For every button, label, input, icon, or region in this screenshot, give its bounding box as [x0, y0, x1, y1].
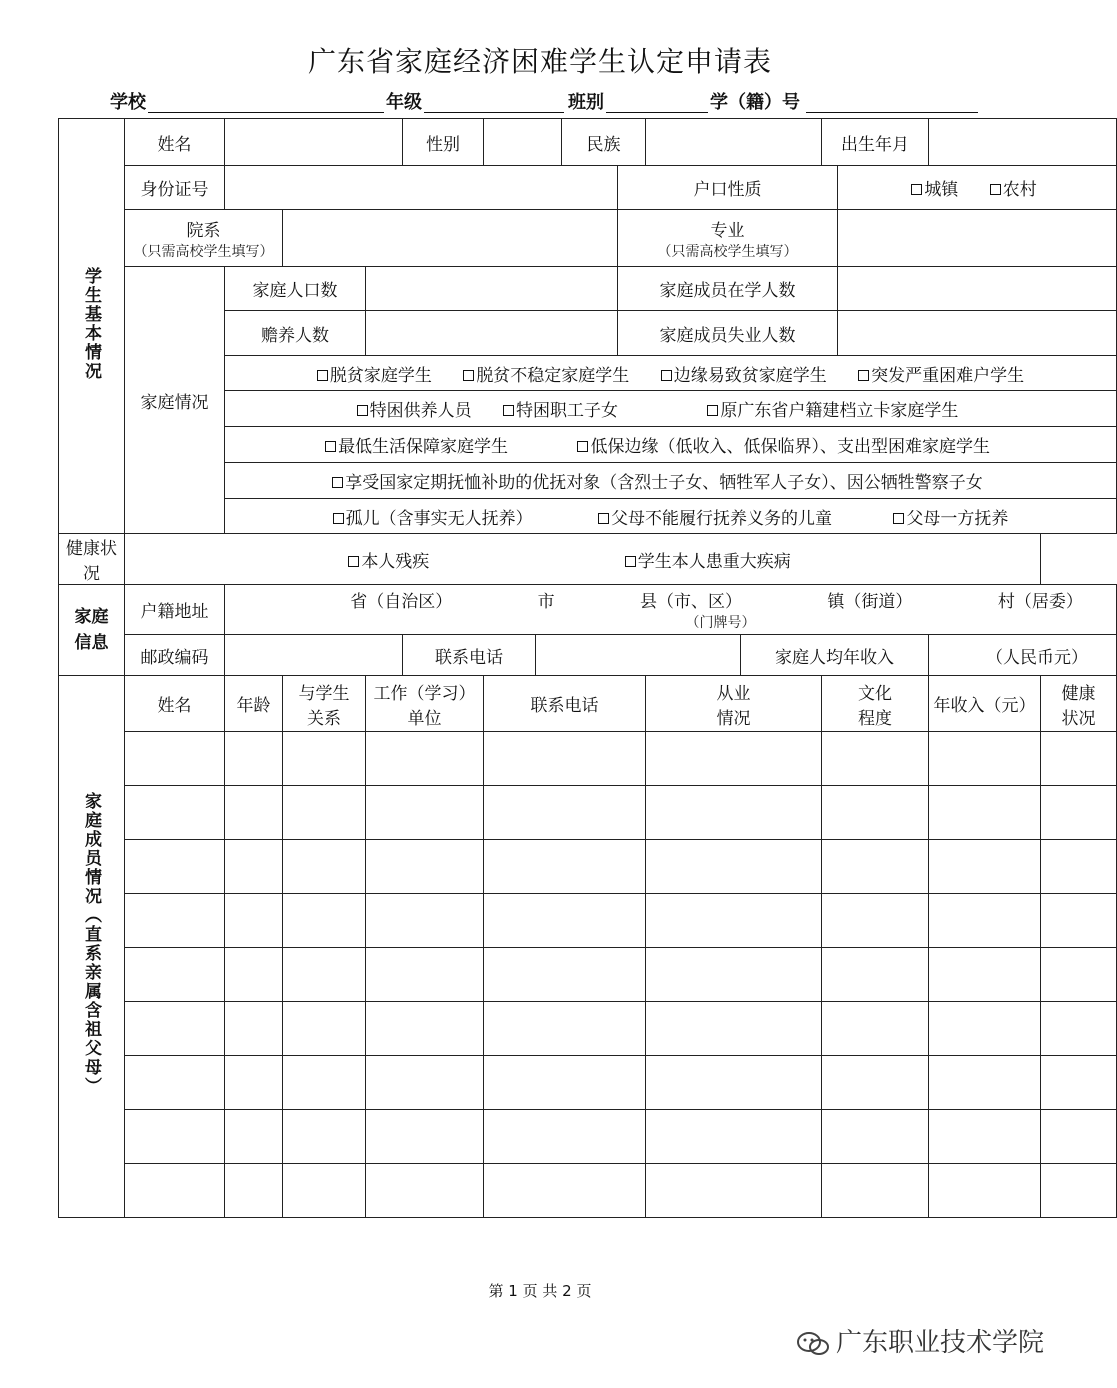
name-label: 姓名 — [125, 119, 225, 166]
member-cell[interactable] — [283, 894, 366, 948]
member-cell[interactable] — [1041, 1110, 1117, 1164]
application-form-table — [58, 118, 1117, 1218]
member-cell[interactable] — [1041, 1056, 1117, 1110]
member-cell[interactable] — [283, 1056, 366, 1110]
situation-row-2 — [225, 391, 1117, 427]
postal-label: 邮政编码 — [125, 635, 225, 676]
member-cell[interactable] — [929, 840, 1041, 894]
member-cell[interactable] — [646, 948, 822, 1002]
hukou-option-urban[interactable]: 城镇 — [911, 175, 958, 200]
member-cell[interactable] — [646, 1110, 822, 1164]
checkbox-icon — [503, 405, 514, 416]
family-in-school-field[interactable] — [838, 267, 1117, 311]
birth-label: 出生年月 — [822, 119, 929, 166]
member-cell[interactable] — [484, 1056, 646, 1110]
student-id-label: 学（籍）号 — [710, 92, 800, 113]
table-row — [59, 1164, 1117, 1218]
form-title: 广东省家庭经济困难学生认定申请表 — [307, 45, 772, 78]
table-row — [59, 894, 1117, 948]
member-cell[interactable] — [125, 1002, 225, 1056]
member-cell[interactable] — [1041, 732, 1117, 786]
col-age: 年龄 — [225, 676, 283, 732]
member-cell[interactable] — [225, 948, 283, 1002]
income-label: 家庭人均年收入 — [741, 635, 929, 676]
name-field[interactable] — [225, 119, 403, 166]
watermark — [796, 1322, 1044, 1359]
member-cell[interactable] — [646, 732, 822, 786]
addr-village: 村（居委） — [997, 592, 1083, 612]
member-cell[interactable] — [646, 1056, 822, 1110]
income-field[interactable]: （人民币元） — [929, 635, 1117, 676]
situation-option[interactable]: 突发严重困难户学生 — [858, 361, 1024, 386]
col-name: 姓名 — [125, 676, 225, 732]
member-cell[interactable] — [366, 1002, 484, 1056]
member-cell[interactable] — [484, 786, 646, 840]
situation-option[interactable]: 特困职工子女 — [503, 396, 618, 421]
member-cell[interactable] — [929, 732, 1041, 786]
col-employment: 从业情况 — [646, 676, 822, 732]
birth-field[interactable] — [929, 119, 1117, 166]
student-id-field[interactable] — [806, 88, 978, 113]
checkbox-icon — [325, 441, 336, 452]
member-cell[interactable] — [646, 894, 822, 948]
member-cell[interactable] — [366, 948, 484, 1002]
page-number: 第 1 页 共 2 页 — [488, 1282, 592, 1300]
checkbox-icon — [577, 441, 588, 452]
table-row — [59, 786, 1117, 840]
member-cell[interactable] — [1041, 786, 1117, 840]
checkbox-icon — [990, 184, 1001, 195]
member-cell[interactable] — [484, 894, 646, 948]
member-cell[interactable] — [283, 1164, 366, 1218]
table-row — [59, 948, 1117, 1002]
member-cell[interactable] — [484, 1002, 646, 1056]
col-income: 年收入（元） — [929, 676, 1041, 732]
member-cell[interactable] — [929, 786, 1041, 840]
table-row — [59, 1002, 1117, 1056]
member-cell[interactable] — [283, 732, 366, 786]
situation-option[interactable]: 享受国家定期抚恤补助的优抚对象（含烈士子女、牺牲军人子女）、因公牺牲警察子女 — [332, 468, 983, 493]
checkbox-icon — [893, 513, 904, 524]
member-cell[interactable] — [125, 1164, 225, 1218]
member-cell[interactable] — [283, 1110, 366, 1164]
situation-option[interactable]: 脱贫不稳定家庭学生 — [463, 361, 629, 386]
member-cell[interactable] — [225, 1002, 283, 1056]
address-label: 户籍地址 — [125, 585, 225, 635]
member-cell[interactable] — [822, 1056, 929, 1110]
checkbox-icon — [463, 370, 474, 381]
member-cell[interactable] — [929, 1164, 1041, 1218]
member-cell[interactable] — [225, 1110, 283, 1164]
col-education: 文化程度 — [822, 676, 929, 732]
member-cell[interactable] — [366, 786, 484, 840]
situation-row-3 — [225, 427, 1117, 463]
member-cell[interactable] — [646, 840, 822, 894]
member-cell[interactable] — [366, 1110, 484, 1164]
address-field[interactable] — [225, 585, 1117, 635]
col-relation: 与学生关系 — [283, 676, 366, 732]
phone-label: 联系电话 — [403, 635, 536, 676]
hukou-options — [838, 166, 1117, 210]
col-phone: 联系电话 — [484, 676, 646, 732]
major-note: （只需高校学生填写） — [657, 243, 798, 260]
hukou-option-rural[interactable]: 农村 — [990, 175, 1037, 200]
addr-house-number: （门牌号） — [685, 615, 756, 631]
member-cell[interactable] — [484, 1164, 646, 1218]
family-in-school-label: 家庭成员在学人数 — [618, 267, 838, 311]
situation-option[interactable]: 低保边缘（低收入、低保临界）、支出型困难家庭学生 — [577, 432, 990, 457]
member-cell[interactable] — [484, 1110, 646, 1164]
checkbox-icon — [911, 184, 922, 195]
situation-option[interactable]: 孤儿（含事实无人抚养） — [333, 504, 533, 529]
grade-field[interactable] — [424, 88, 564, 113]
health-option-disability[interactable]: 本人残疾 — [348, 547, 429, 572]
checkbox-icon — [858, 370, 869, 381]
member-cell[interactable] — [1041, 1002, 1117, 1056]
member-cell[interactable] — [929, 948, 1041, 1002]
member-cell[interactable] — [366, 1164, 484, 1218]
department-label: 院系 （只需高校学生填写） — [125, 210, 283, 267]
member-cell[interactable] — [366, 732, 484, 786]
member-cell[interactable] — [283, 948, 366, 1002]
id-card-label: 身份证号 — [125, 166, 225, 210]
table-row — [59, 732, 1117, 786]
member-cell[interactable] — [225, 732, 283, 786]
grade-label: 年级 — [386, 92, 422, 113]
school-field[interactable] — [148, 88, 384, 113]
member-cell[interactable] — [929, 1056, 1041, 1110]
checkbox-icon — [332, 477, 343, 488]
family-unemployed-label: 家庭成员失业人数 — [618, 311, 838, 356]
checkbox-icon — [317, 370, 328, 381]
dependents-label: 赡养人数 — [225, 311, 366, 356]
member-cell[interactable] — [225, 840, 283, 894]
dependents-field[interactable] — [366, 311, 618, 356]
gender-label: 性别 — [403, 119, 484, 166]
member-cell[interactable] — [822, 786, 929, 840]
situation-option[interactable]: 父母不能履行抚养义务的儿童 — [598, 504, 832, 529]
member-cell[interactable] — [484, 840, 646, 894]
situation-row-4 — [225, 463, 1117, 499]
member-cell[interactable] — [822, 732, 929, 786]
major-label: 专业 （只需高校学生填写） — [618, 210, 838, 267]
situation-row-1 — [225, 356, 1117, 391]
checkbox-icon — [707, 405, 718, 416]
family-size-field[interactable] — [366, 267, 618, 311]
member-cell[interactable] — [225, 894, 283, 948]
addr-town: 镇（街道） — [827, 592, 913, 612]
member-cell[interactable] — [225, 786, 283, 840]
member-cell[interactable] — [283, 840, 366, 894]
member-cell[interactable] — [822, 948, 929, 1002]
member-cell[interactable] — [929, 1110, 1041, 1164]
section-basic-info: 学生基本情况 — [59, 119, 125, 534]
ethnicity-label: 民族 — [562, 119, 646, 166]
situation-option[interactable]: 特困供养人员 — [357, 396, 472, 421]
family-size-label: 家庭人口数 — [225, 267, 366, 311]
gender-field[interactable] — [484, 119, 562, 166]
ethnicity-field[interactable] — [646, 119, 822, 166]
checkbox-icon — [357, 405, 368, 416]
postal-field[interactable] — [225, 635, 403, 676]
checkbox-icon — [348, 556, 359, 567]
col-workplace: 工作（学习）单位 — [366, 676, 484, 732]
section-family-members: 家庭成员情况（直系亲属含祖父母） — [59, 676, 125, 1218]
watermark-text: 广东职业技术学院 — [835, 1328, 1044, 1358]
member-cell[interactable] — [366, 1056, 484, 1110]
member-cell[interactable] — [1041, 894, 1117, 948]
member-cell[interactable] — [822, 840, 929, 894]
health-options — [125, 534, 1041, 585]
health-label: 健康状况 — [59, 534, 125, 585]
checkbox-icon — [625, 556, 636, 567]
checkbox-icon — [661, 370, 672, 381]
checkbox-icon — [333, 513, 344, 524]
member-cell[interactable] — [225, 1056, 283, 1110]
department-note: （只需高校学生填写） — [133, 243, 274, 260]
situation-option[interactable]: 脱贫家庭学生 — [317, 361, 432, 386]
situation-option[interactable]: 原广东省户籍建档立卡家庭学生 — [707, 396, 958, 421]
addr-city: 市 — [537, 592, 555, 612]
member-cell[interactable] — [484, 948, 646, 1002]
member-cell[interactable] — [822, 894, 929, 948]
addr-province: 省（自治区） — [350, 592, 453, 612]
id-card-field[interactable] — [225, 166, 618, 210]
table-row — [59, 840, 1117, 894]
member-cell[interactable] — [822, 1164, 929, 1218]
family-unemployed-field[interactable] — [838, 311, 1117, 356]
department-field[interactable] — [283, 210, 618, 267]
class-field[interactable] — [606, 88, 708, 113]
school-label: 学校 — [110, 92, 146, 113]
situation-option[interactable]: 边缘易致贫家庭学生 — [661, 361, 827, 386]
member-cell[interactable] — [366, 894, 484, 948]
member-cell[interactable] — [1041, 948, 1117, 1002]
family-situation-label: 家庭情况 — [125, 267, 225, 534]
member-cell[interactable] — [125, 1056, 225, 1110]
checkbox-icon — [598, 513, 609, 524]
member-cell[interactable] — [125, 840, 225, 894]
member-cell[interactable] — [225, 1164, 283, 1218]
member-cell[interactable] — [822, 1002, 929, 1056]
member-cell[interactable] — [125, 1110, 225, 1164]
member-cell[interactable] — [125, 894, 225, 948]
situation-row-5 — [225, 499, 1117, 534]
wechat-icon — [796, 1331, 830, 1357]
col-health: 健康状况 — [1041, 676, 1117, 732]
member-cell[interactable] — [1041, 1164, 1117, 1218]
member-cell[interactable] — [484, 732, 646, 786]
member-cell[interactable] — [646, 786, 822, 840]
member-cell[interactable] — [822, 1110, 929, 1164]
health-option-illness[interactable]: 学生本人患重大疾病 — [625, 547, 791, 572]
member-cell[interactable] — [646, 1002, 822, 1056]
member-cell[interactable] — [929, 1002, 1041, 1056]
table-row — [59, 1056, 1117, 1110]
member-cell[interactable] — [929, 894, 1041, 948]
phone-field[interactable] — [536, 635, 741, 676]
section-family-info: 家庭信息 — [59, 585, 125, 676]
table-row — [59, 1110, 1117, 1164]
hukou-label: 户口性质 — [618, 166, 838, 210]
addr-county: 县（市、区） — [640, 592, 743, 612]
member-cell[interactable] — [125, 948, 225, 1002]
major-field[interactable] — [838, 210, 1117, 267]
member-cell[interactable] — [125, 732, 225, 786]
situation-option[interactable]: 最低生活保障家庭学生 — [325, 432, 508, 457]
member-cell[interactable] — [283, 1002, 366, 1056]
member-cell[interactable] — [1041, 840, 1117, 894]
member-cell[interactable] — [646, 1164, 822, 1218]
member-cell[interactable] — [125, 786, 225, 840]
situation-option[interactable]: 父母一方抚养 — [893, 504, 1008, 529]
class-label: 班别 — [568, 92, 604, 113]
member-cell[interactable] — [366, 840, 484, 894]
member-cell[interactable] — [283, 786, 366, 840]
